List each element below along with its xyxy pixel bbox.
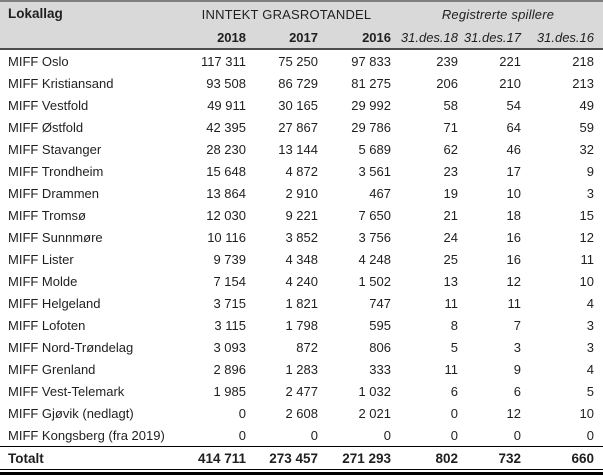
row-label: MIFF Vestfold [8,97,89,113]
row-value-31des17: 16 [506,229,521,245]
row-label: MIFF Trondheim [8,163,104,179]
row-value-2016: 3 561 [358,163,391,179]
row-value-31des18: 0 [450,405,458,421]
table-row [0,72,603,94]
row-value-31des16: 0 [586,427,594,443]
row-value-2018: 2 896 [213,361,246,377]
column-header-2017: 2017 [248,26,320,49]
table-row [0,226,603,248]
row-value-2016: 29 992 [351,97,391,113]
row-value-2018: 7 154 [213,273,246,289]
row-value-2017: 86 729 [278,75,318,91]
table-header [0,1,603,49]
total-label: Totalt [0,447,180,470]
row-value-31des18: 13 [443,273,458,289]
column-header-31des16: 31.des.16 [523,26,603,49]
row-value-31des17: 46 [506,141,521,157]
row-value-2017: 75 250 [278,53,318,69]
row-value-2016: 1 502 [358,273,391,289]
row-value-2018: 12 030 [206,207,246,223]
row-value-31des16: 32 [579,141,594,157]
row-value-2017: 0 [310,427,318,443]
row-value-31des17: 17 [506,163,521,179]
row-value-31des17: 6 [513,383,521,399]
row-value-2016: 747 [369,295,391,311]
row-label: MIFF Helgeland [8,295,101,311]
row-value-2017: 13 144 [278,141,318,157]
column-header-lokallag: Lokallag [0,1,180,49]
row-value-31des17: 12 [506,273,521,289]
row-label: MIFF Tromsø [8,207,86,223]
row-value-31des18: 58 [443,97,458,113]
total-value-2018: 414 711 [180,447,248,470]
table-row [0,49,603,72]
row-value-2016: 1 032 [358,383,391,399]
row-label: MIFF Lofoten [8,317,86,333]
row-value-31des18: 11 [444,295,458,311]
row-value-31des16: 10 [579,273,594,289]
row-value-31des16: 59 [579,119,594,135]
row-value-2018: 10 116 [207,229,246,245]
group-header-players: Registrerte spillere [393,1,603,26]
row-value-31des18: 5 [450,339,458,355]
row-value-2018: 0 [238,427,246,443]
table-footer [0,447,603,470]
row-value-31des16: 15 [579,207,594,223]
row-label: MIFF Gjøvik (nedlagt) [8,405,134,421]
row-value-31des16: 9 [586,163,594,179]
row-value-2017: 1 821 [285,295,318,311]
row-value-2018: 117 311 [200,53,246,69]
row-label: MIFF Lister [8,251,74,267]
row-label: MIFF Molde [8,273,78,289]
row-value-31des18: 62 [443,141,458,157]
row-value-31des16: 4 [586,295,594,311]
row-value-2017: 9 221 [285,207,318,223]
table-row [0,424,603,447]
row-label: MIFF Nord-Trøndelag [8,339,134,355]
row-value-31des17: 10 [506,185,521,201]
row-label: MIFF Grenland [8,361,96,377]
row-label: MIFF Sunnmøre [8,229,103,245]
row-label: MIFF Østfold [8,119,84,135]
row-value-2018: 28 230 [206,141,246,157]
table-row [0,358,603,380]
table-row [0,270,603,292]
row-value-31des17: 0 [513,427,521,443]
row-value-31des16: 218 [572,53,594,69]
row-value-2017: 27 867 [278,119,318,135]
row-value-31des18: 0 [450,427,458,443]
row-label: MIFF Kristiansand [8,75,114,91]
row-value-31des17: 3 [513,339,521,355]
row-value-2017: 4 348 [285,251,318,267]
row-value-2016: 806 [369,339,391,355]
row-value-2016: 333 [369,361,391,377]
row-value-31des17: 54 [506,97,521,113]
column-header-31des18: 31.des.18 [393,26,460,49]
row-value-2017: 3 852 [285,229,318,245]
row-value-31des18: 206 [436,75,458,91]
row-value-31des18: 21 [443,207,458,223]
row-value-2016: 2 021 [358,405,391,421]
row-value-31des18: 6 [450,383,458,399]
row-value-2018: 93 508 [206,75,246,91]
row-value-2017: 2 477 [285,383,318,399]
row-value-31des18: 239 [436,53,458,69]
row-value-31des18: 24 [443,229,458,245]
table-row [0,380,603,402]
table-row [0,116,603,138]
row-value-31des17: 210 [499,75,521,91]
row-value-2017: 1 283 [285,361,318,377]
row-value-2017: 872 [296,339,318,355]
column-header-2018: 2018 [180,26,248,49]
row-value-31des18: 71 [443,119,458,135]
table-row [0,314,603,336]
column-header-2016: 2016 [320,26,393,49]
total-row [0,447,603,470]
row-value-2018: 15 648 [206,163,246,179]
row-value-2016: 29 786 [351,119,391,135]
row-value-2016: 467 [369,185,391,201]
row-value-31des16: 11 [580,251,594,267]
total-value-31des16: 660 [523,447,603,470]
total-value-2016: 271 293 [320,447,393,470]
row-value-31des17: 7 [513,317,521,333]
table-row [0,204,603,226]
row-value-31des16: 4 [586,361,594,377]
row-value-2018: 3 093 [213,339,246,355]
row-value-31des16: 3 [586,339,594,355]
row-value-31des16: 12 [579,229,594,245]
row-label: MIFF Drammen [8,185,99,201]
table-row [0,292,603,314]
row-value-2018: 3 115 [214,317,246,333]
row-value-31des17: 11 [507,295,521,311]
row-value-2018: 3 715 [213,295,246,311]
row-label: MIFF Kongsberg (fra 2019) [8,427,165,443]
row-value-31des17: 18 [506,207,521,223]
row-value-31des16: 3 [586,317,594,333]
row-value-2018: 13 864 [206,185,246,201]
row-value-2016: 4 248 [358,251,391,267]
table-row [0,138,603,160]
row-value-2017: 2 910 [285,185,318,201]
row-value-31des16: 3 [586,185,594,201]
row-value-2018: 1 985 [213,383,246,399]
row-label: MIFF Oslo [8,53,69,69]
row-value-31des18: 23 [443,163,458,179]
row-value-2017: 2 608 [285,405,318,421]
table-row [0,402,603,424]
row-value-2018: 42 395 [206,119,246,135]
row-value-2017: 4 872 [285,163,318,179]
row-value-31des17: 9 [513,361,521,377]
table-row [0,182,603,204]
row-value-2017: 30 165 [278,97,318,113]
row-value-2017: 4 240 [285,273,318,289]
row-value-31des16: 213 [572,75,594,91]
row-value-31des17: 221 [499,53,521,69]
table-body [0,49,603,447]
row-value-2018: 0 [238,405,246,421]
row-value-2016: 97 833 [351,53,391,69]
row-value-2016: 0 [383,427,391,443]
total-value-2017: 273 457 [248,447,320,470]
row-value-31des18: 11 [444,361,458,377]
row-value-2016: 5 689 [358,141,391,157]
row-value-2016: 81 275 [351,75,391,91]
table-row [0,336,603,358]
row-value-31des16: 10 [579,405,594,421]
row-value-2016: 7 650 [358,207,391,223]
row-label: MIFF Vest-Telemark [8,383,125,399]
row-value-31des17: 64 [506,119,521,135]
row-label: MIFF Stavanger [8,141,102,157]
row-value-2018: 9 739 [213,251,246,267]
row-value-31des17: 12 [506,405,521,421]
table-row [0,94,603,116]
row-value-2018: 49 911 [207,97,246,113]
row-value-31des18: 8 [450,317,458,333]
total-value-31des17: 732 [460,447,523,470]
row-value-2016: 3 756 [358,229,391,245]
row-value-31des16: 5 [586,383,594,399]
total-value-31des18: 802 [393,447,460,470]
group-header-income: INNTEKT GRASROTANDEL [180,1,393,26]
row-value-2016: 595 [369,317,391,333]
row-value-31des18: 19 [443,185,458,201]
row-value-31des16: 49 [579,97,594,113]
row-value-31des18: 25 [443,251,458,267]
row-value-2017: 1 798 [285,317,318,333]
table-row [0,248,603,270]
column-header-31des17: 31.des.17 [460,26,523,49]
table-row [0,160,603,182]
row-value-31des17: 16 [506,251,521,267]
